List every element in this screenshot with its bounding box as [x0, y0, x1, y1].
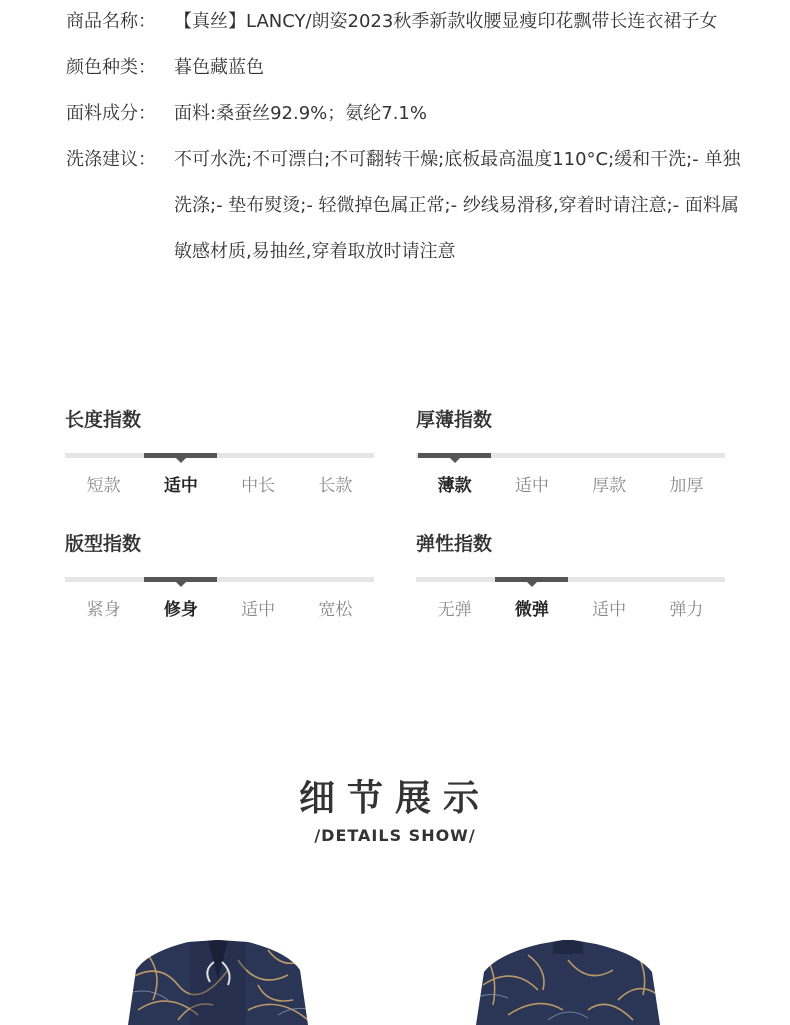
info-value: 暮色藏蓝色	[174, 57, 264, 78]
index-option: 宽松	[318, 600, 353, 620]
elasticity-index	[416, 529, 725, 620]
index-option: 修身	[163, 600, 198, 620]
product-info	[66, 0, 756, 275]
index-options	[416, 471, 725, 496]
details-subheading: /DETAILS SHOW/	[314, 826, 476, 845]
length-index	[65, 405, 374, 496]
index-option: 弹力	[669, 600, 704, 620]
info-value: 不可水洗;不可漂白;不可翻转干燥;底板最高温度110°C;缓和干洗;- 单独洗涤;- 垫布熨烫;- 轻微掉色属正常;- 纱线易滑移,穿着时请注意;- 面料属敏感材质,易抽丝,穿着取放时请注意	[174, 149, 741, 262]
detail-photo-left	[118, 940, 318, 1025]
info-label: 颜色种类：	[66, 57, 156, 78]
index-title: 弹性指数	[416, 533, 493, 555]
index-option: 薄款	[437, 476, 472, 496]
index-option: 加厚	[669, 476, 704, 496]
index-option: 微弹	[514, 600, 549, 620]
indicator-arrow-icon	[176, 582, 186, 587]
info-label: 商品名称：	[66, 11, 156, 32]
info-value: 面料:桑蚕丝92.9%；氨纶7.1%	[174, 103, 427, 124]
thickness-index	[416, 405, 725, 496]
indicator-arrow-icon	[176, 458, 186, 463]
index-title: 版型指数	[65, 533, 142, 555]
index-option: 适中	[241, 600, 276, 620]
info-row-fabric	[66, 91, 756, 137]
index-track	[416, 577, 725, 582]
info-row-care	[66, 137, 756, 275]
index-track	[416, 453, 725, 458]
info-label: 面料成分：	[66, 103, 156, 124]
info-label: 洗涤建议：	[66, 149, 156, 170]
index-option: 适中	[592, 600, 627, 620]
index-option: 适中	[163, 476, 198, 496]
index-options	[65, 471, 374, 496]
info-row-name	[66, 0, 756, 45]
index-option: 短款	[86, 476, 121, 496]
index-option: 厚款	[592, 476, 627, 496]
info-row-color	[66, 45, 756, 91]
index-option: 长款	[318, 476, 353, 496]
index-title: 厚薄指数	[416, 409, 493, 431]
index-option: 紧身	[86, 600, 121, 620]
index-option: 适中	[514, 476, 549, 496]
index-track	[65, 577, 374, 582]
fit-index	[65, 529, 374, 620]
index-option: 中长	[241, 476, 276, 496]
indicator-arrow-icon	[527, 582, 537, 587]
index-option: 无弹	[437, 600, 472, 620]
index-options	[416, 595, 725, 620]
index-title: 长度指数	[65, 409, 142, 431]
info-value: 【真丝】LANCY/朗姿2023秋季新款收腰显瘦印花飘带长连衣裙子女	[174, 11, 718, 32]
indicator-arrow-icon	[450, 458, 460, 463]
details-heading: 细节展示	[298, 778, 491, 819]
index-track	[65, 453, 374, 458]
index-options	[65, 595, 374, 620]
detail-photo-right	[468, 940, 668, 1025]
